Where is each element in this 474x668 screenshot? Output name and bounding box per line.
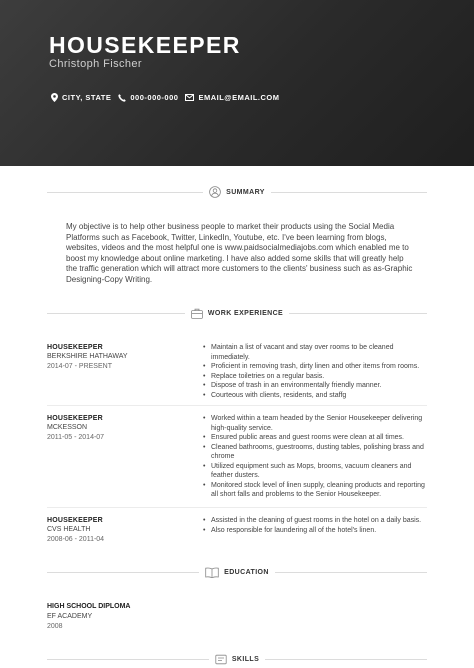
location-text: CITY, STATE (62, 93, 112, 102)
job-divider (47, 507, 427, 508)
job-meta (47, 343, 187, 372)
job-duty: • Replace toiletries on a regular basis. (203, 372, 427, 382)
job-divider (47, 405, 427, 406)
location-pin-icon (51, 93, 58, 102)
candidate-name: Christoph Fischer (49, 58, 142, 70)
section-rule-left (47, 192, 203, 193)
job-meta (47, 516, 187, 545)
school-name: EF ACADEMY (47, 613, 93, 620)
envelope-icon (185, 94, 194, 101)
job-dates: 2014-07 - PRESENT (47, 363, 112, 370)
job-duty: • Utilized equipment such as Mops, brooms, vacuum cleaners and feather dusters. (203, 462, 427, 481)
skills-heading-text: SKILLS (231, 655, 260, 663)
job-duty: • Worked within a team headed by the Senior Housekeeper delivering high-quality service. (203, 414, 427, 433)
job-title: HOUSEKEEPER (47, 344, 103, 351)
education-entry (47, 602, 247, 632)
job-meta (47, 414, 187, 443)
education-heading (199, 567, 275, 578)
email-text[interactable]: EMAIL@EMAIL.COM (198, 93, 280, 102)
contact-email[interactable] (185, 93, 279, 102)
job-company: CVS HEALTH (47, 526, 91, 533)
resume-header (0, 0, 474, 166)
phone-icon (118, 94, 126, 102)
summary-heading-text: SUMMARY (226, 188, 265, 196)
job-duty: • Cleaned bathrooms, guestrooms, dusting tables, polishing brass and chrome (203, 443, 427, 462)
experience-heading (185, 308, 289, 319)
section-rule-left (47, 572, 199, 573)
job-duty: • Also responsible for laundering all of the hotel's linen. (203, 526, 427, 536)
section-rule-right (289, 313, 427, 314)
degree-title: HIGH SCHOOL DIPLOMA (47, 603, 131, 610)
job-duties (203, 516, 427, 535)
education-heading-text: EDUCATION (224, 568, 269, 576)
briefcase-icon (191, 308, 203, 319)
section-rule-right (271, 192, 427, 193)
job-duty: • Ensured public areas and guest rooms were clean at all times. (203, 433, 427, 443)
summary-paragraph: My objective is to help other business people to market their products using the Social Media Platforms such as Facebook, Twitter, LinkedIn, Youtube, etc. I've been learning from blogs, websites, videos and the most helpful one is www.paidsocialmediajobs.com which enabled me to boost my knowledge about online marketing. I have also added some skills that will greatly help the traffic generation which will attract more customers to the clients' business such as as-Graphic Designing-Copy Writing. (66, 222, 413, 284)
job-duty: • Assisted in the cleaning of guest rooms in the hotel on a daily basis. (203, 516, 427, 526)
experience-heading-text: WORK EXPERIENCE (207, 309, 284, 317)
phone-text: 000-000-000 (130, 93, 179, 102)
section-rule-left (47, 313, 185, 314)
job-duties (203, 414, 427, 500)
skills-heading (209, 654, 265, 665)
tools-icon (215, 654, 227, 665)
job-title: HOUSEKEEPER (47, 415, 103, 422)
graduation-year: 2008 (47, 623, 63, 630)
education-section-header (47, 565, 427, 579)
job-company: MCKESSON (47, 424, 88, 431)
section-rule-left (47, 659, 209, 660)
job-duty: • Maintain a list of vacant and stay over rooms to be cleaned immediately. (203, 343, 427, 362)
section-rule-right (275, 572, 427, 573)
summary-section-header (47, 185, 427, 199)
job-title: HOUSEKEEPER (47, 517, 103, 524)
job-duty: • Monitored stock level of linen supply, cleaning products and reporting all short falls and problems to the Senior Housekeeper. (203, 481, 427, 500)
job-dates: 2011-05 - 2014-07 (47, 434, 105, 441)
contact-phone (118, 93, 178, 102)
resume-title: HOUSEKEEPER (49, 32, 241, 58)
job-duty: • Courteous with clients, residents, and staffg (203, 391, 427, 401)
contact-bar (51, 93, 287, 102)
person-icon (209, 186, 221, 198)
book-icon (205, 567, 219, 578)
job-duties (203, 343, 427, 400)
job-company: BERKSHIRE HATHAWAY (47, 353, 128, 360)
summary-heading (203, 186, 271, 198)
section-rule-right (265, 659, 427, 660)
job-dates: 2008-06 - 2011-04 (47, 536, 105, 543)
contact-location (51, 93, 111, 102)
skills-section-header (47, 652, 427, 666)
experience-section-header (47, 306, 427, 320)
job-duty: • Proficient in removing trash, dirty linen and other items from rooms. (203, 362, 427, 372)
job-duty: • Dispose of trash in an environmentally friendly manner. (203, 381, 427, 391)
